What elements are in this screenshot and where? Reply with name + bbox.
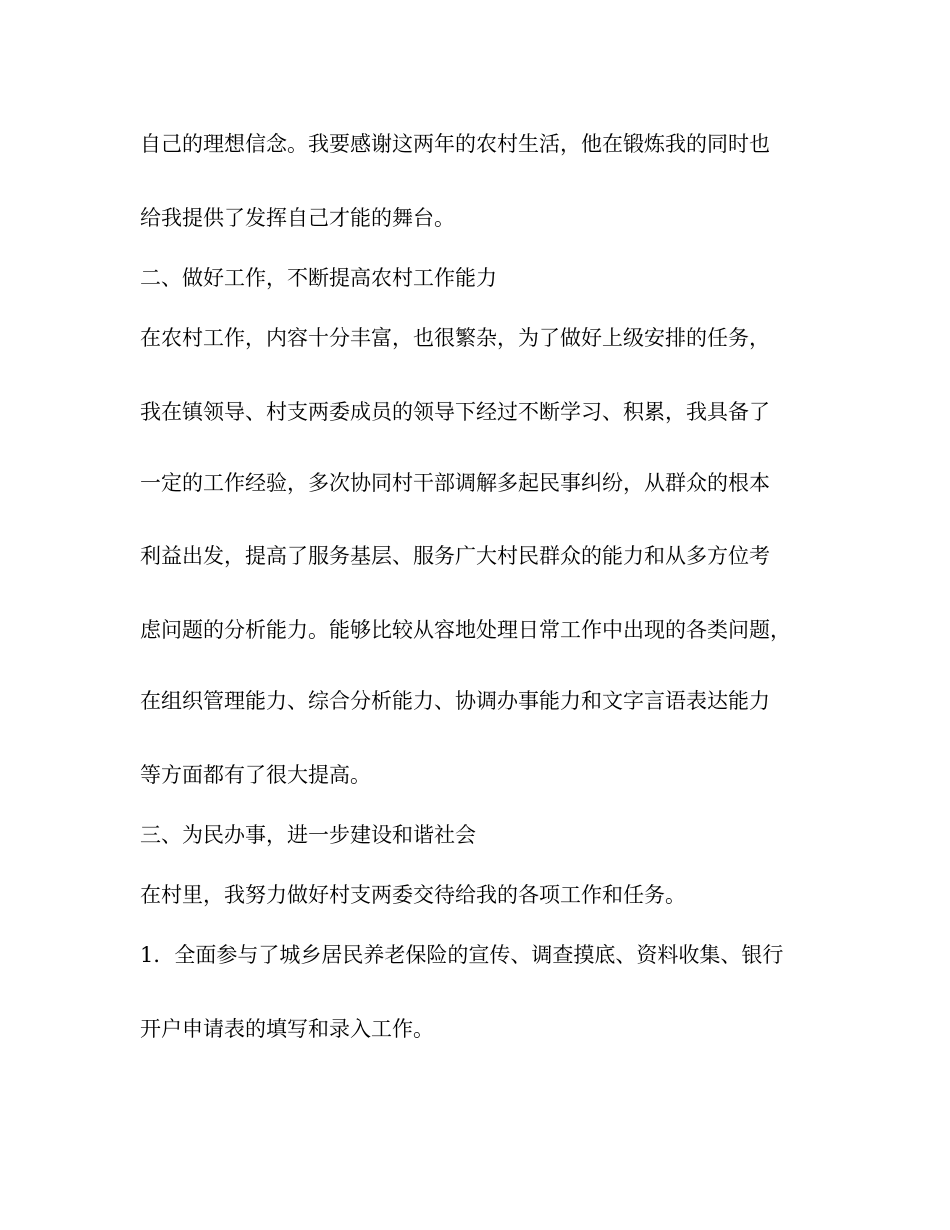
paragraph-line: 虑问题的分析能力。能够比较从容地处理日常工作中出现的各类问题， <box>140 618 791 642</box>
paragraph-line: 利益出发，提高了服务基层、服务广大村民群众的能力和从多方位考 <box>140 544 770 568</box>
paragraph-line: 等方面都有了很大提高。 <box>140 763 371 787</box>
paragraph-line: 我在镇领导、村支两委成员的领导下经过不断学习、积累，我具备了 <box>140 400 770 424</box>
section-heading: 二、做好工作，不断提高农村工作能力 <box>140 266 497 290</box>
paragraph-line: 在组织管理能力、综合分析能力、协调办事能力和文字言语表达能力 <box>140 689 770 713</box>
paragraph-line: 给我提供了发挥自己才能的舞台。 <box>140 206 455 230</box>
section-heading: 三、为民办事，进一步建设和谐社会 <box>140 823 476 847</box>
paragraph-line: 自己的理想信念。我要感谢这两年的农村生活，他在锻炼我的同时也 <box>140 132 770 156</box>
list-item-line: 1．全面参与了城乡居民养老保险的宣传、调查摸底、资料收集、银行 <box>140 943 784 967</box>
paragraph-line: 一定的工作经验，多次协同村干部调解多起民事纠纷，从群众的根本 <box>140 471 770 495</box>
paragraph-line: 在农村工作，内容十分丰富，也很繁杂，为了做好上级安排的任务， <box>140 326 770 350</box>
list-item-line: 开户申请表的填写和录入工作。 <box>140 1017 434 1041</box>
paragraph-line: 在村里，我努力做好村支两委交待给我的各项工作和任务。 <box>140 883 686 907</box>
